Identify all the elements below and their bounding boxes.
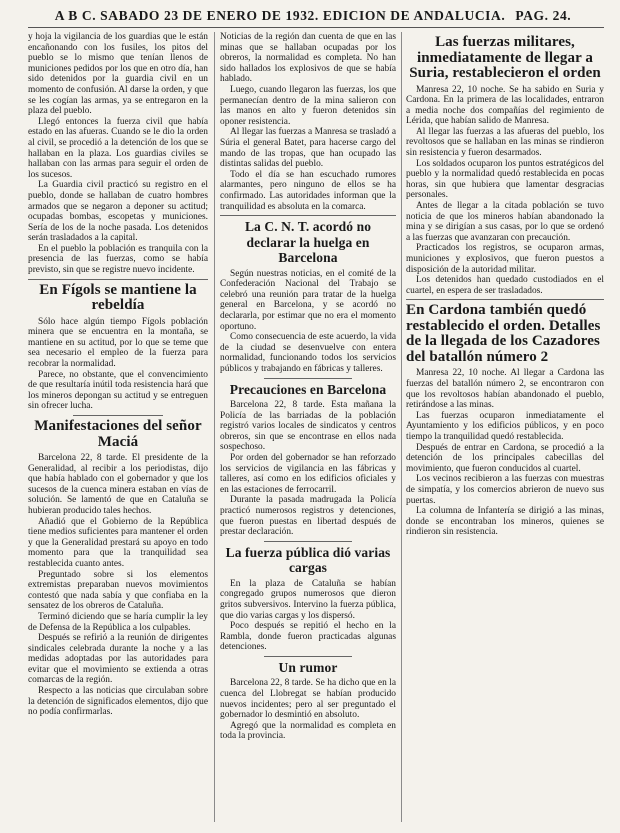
article-paragraph: Llegó entonces la fuerza civil que había estado en las afueras. Cuando se le dio la orden al civil, se procedió a la detención de los que se hallaban en la plaza. Los guardias civiles se hallaban con las armas para seguir el orden de los sucesos. (28, 116, 208, 180)
headline-figols: En Fígols se mantiene la rebeldía (39, 281, 197, 314)
article-paragraph: Los vecinos recibieron a las fuerzas con muestras de simpatía, y los comercios abrieron de nuevo sus puertas. (406, 474, 604, 506)
article-paragraph: Barcelona 22, 8 tarde. El presidente de la Generalidad, al recibir a los periodistas, dijo que había hablado con el gobernador y que los sucesos de la cuenca minera estaban en vías de solución. Se lamentó de que en Cataluña se hubieran producido tales hechos. (28, 453, 208, 516)
header-title: A B C. SABADO 23 DE ENERO DE 1932. EDICION DE ANDALUCIA. (54, 8, 506, 23)
article-paragraph: Barcelona 22, 8 tarde. Se ha dicho que en la cuenca del Llobregat se habían producido nuevos incidentes; pero al ser preguntado el gobernador lo desmintió en absoluto. (220, 678, 396, 721)
article-columns (28, 32, 604, 827)
column-divider (401, 32, 402, 822)
column-divider (214, 32, 215, 822)
section-rule (264, 656, 352, 657)
headline-fuerza: La fuerza pública dió varias cargas (225, 544, 391, 576)
section-rule (28, 279, 208, 280)
article-paragraph: Antes de llegar a la citada población se tuvo noticia de que los mineros habían abandonado la mina y se dirigían a sus casas, por lo que se ordenó a las fuerzas que avanzaran con precaución. (406, 201, 604, 243)
article-paragraph: Manresa 22, 10 noche. Se ha sabido en Suria y Cardona. En la primera de las localidades, entraron a media noche dos compañías del regimiento de Lérida, que habían salido de Manresa. (406, 84, 604, 127)
section-rule (264, 541, 352, 542)
article-paragraph: Los soldados ocuparon los puntos estratégicos del pueblo y la normalidad quedó restablecida en pocas horas, sin que hubiera que lamentar desgracias personales. (406, 158, 604, 201)
article-paragraph: Todo el día se han escuchado rumores alarmantes, pero ninguno de ellos se ha confirmado. Las autoridades informan que la tranquilidad es absoluta en la comarca. (220, 169, 396, 212)
article-paragraph: Según nuestras noticias, en el comité de la Confederación Nacional del Trabajo se celebró una reunión para tratar de la huelga general en Barcelona, y se acordó no declararla, por estimar que no era el momento oportuno. (220, 268, 396, 332)
article-paragraph: Terminó diciendo que se haría cumplir la ley de Defensa de la República a los culpables. (28, 611, 208, 633)
article-paragraph: Los detenidos han quedado custodiados en el cuartel, en espera de ser trasladados. (406, 275, 604, 296)
article-paragraph: Parece, no obstante, que el convencimiento de que resultaría inútil toda resistencia hará que los mineros depongan su actitud y se entreguen sin ofrecer lucha. (28, 369, 208, 412)
article-paragraph: Añadió que el Gobierno de la República tiene medios suficientes para mantener el orden y que la Generalidad prestará su apoyo en todo momento para que la tranquilidad sea restablecida cuanto antes. (28, 516, 208, 569)
article-paragraph: Agregó que la normalidad es completa en toda la provincia. (220, 720, 396, 742)
article-paragraph: Durante la pasada madrugada la Policía practicó numerosos registros y detenciones, que fueron puestas en libertad después de prestar declaración. (220, 495, 396, 538)
headline-cnt: La C. N. T. acordó no declarar la huelga en Barcelona (244, 219, 372, 266)
article-paragraph: En la plaza de Cataluña se habían congregado grupos numerosos que dieron gritos subversivos. Intervino la fuerza pública, que dio varias cargas y los dispersó. (220, 578, 396, 621)
column-3 (406, 32, 604, 827)
section-rule (406, 299, 604, 300)
article-paragraph: La columna de Infantería se dirigió a las minas, donde se encontraban los mineros, quienes se rindieron sin resistencia. (406, 506, 604, 538)
header-rule (28, 27, 604, 28)
article-paragraph: Noticias de la región dan cuenta de que en las minas que se hallaban ocupadas por los obreros, la normalidad es completa. No han sido hallados los explosivos de que se había hablado. (220, 32, 396, 85)
headline-rumor: Un rumor (278, 659, 338, 675)
section-rule (73, 415, 163, 416)
page-number: PAG. 24. (515, 8, 572, 23)
headline-suria: Las fuerzas militares, inmediatamente de llegar a Suria, restablecieron el orden (409, 34, 601, 81)
article-paragraph: Barcelona 22, 8 tarde. Esta mañana la Policía de las barriadas de la población registró varios locales de sindicatos y centros obreros, sin que se encontrase en ellos nada sospechoso. (220, 400, 396, 453)
article-paragraph: Por orden del gobernador se han reforzado los servicios de vigilancia en las fábricas y talleres, así como en los edificios oficiales y en las estaciones de ferrocarril. (220, 453, 396, 495)
section-rule (264, 378, 352, 379)
article-paragraph: Sólo hace algún tiempo Fígols población minera que se encuentra en la montaña, se mantiene en su actitud, por lo que se teme que sea necesario el empleo de la fuerza para recobrar la normalidad. (28, 316, 208, 370)
headline-cardona: En Cardona también quedó restablecido el orden. Detalles de la llegada de los Cazadores del batallón número 2 (406, 302, 601, 365)
article-paragraph: y hoja la vigilancia de los guardias que le están encañonando con los fusiles, los pitos del pueblo se lo mismo que tenían llenos de municiones pedidos por los que en otro día, han sido detenidos por la guardia civil en un momento de confusión. Al darse la orden, y que se les cogían las armas, ya se entregaron en la plaza del pueblo. (28, 32, 208, 117)
article-paragraph: En el pueblo la población es tranquila con la presencia de las fuerzas, como se había previsto, sin que se registre nuevo incidente. (28, 243, 208, 276)
article-paragraph: Después de entrar en Cardona, se procedió a la detención de los principales cabecillas del movimiento, que fueron conducidos al cuartel. (406, 442, 604, 474)
column-2 (220, 32, 396, 827)
page-header (20, 6, 606, 26)
section-rule (220, 215, 396, 216)
article-paragraph: Preguntado sobre si los elementos extremistas preparaban nuevos movimientos contestó que nada sabía y que confiaba en la sensatez de los obreros de Cataluña. (28, 569, 208, 612)
article-paragraph: Luego, cuando llegaron las fuerzas, los que permanecían dentro de la mina salieron con las manos en alto y fueron detenidos sin oponer resistencia. (220, 84, 396, 127)
article-paragraph: Al llegar las fuerzas a Manresa se trasladó a Súria el general Batet, para hacerse cargo del mando de las tropas, que han ocupado las distintas salidas del pueblo. (220, 127, 396, 170)
article-paragraph: Las fuerzas ocuparon inmediatamente el Ayuntamiento y los edificios públicos, y en poco tiempo la tranquilidad quedó restablecida. (406, 410, 604, 442)
article-paragraph: Manresa 22, 10 noche. Al llegar a Cardona las fuerzas del batallón número 2, se encontraron con que los revoltosos habían abandonado el pueblo, retirándose a las minas. (406, 368, 604, 411)
headline-macia: Manifestaciones del señor Maciá (34, 418, 202, 450)
article-paragraph: Después se refirió a la reunión de dirigentes sindicales celebrada durante la noche y a las medidas adoptadas por las autoridades para evitar que el movimiento se extienda a otras comarcas de la región. (28, 633, 208, 686)
headline-precauciones: Precauciones en Barcelona (229, 381, 387, 397)
article-paragraph: Respecto a las noticias que circulaban sobre la detención de significados elementos, dijo que no podía confirmarlas. (28, 686, 208, 718)
article-paragraph: Al llegar las fuerzas a las afueras del pueblo, los revoltosos que se hallaban en las minas se rindieron sin resistencia y fueron desarmados. (406, 126, 604, 159)
article-paragraph: Practicados los registros, se ocuparon armas, municiones y explosivos, que fueron puestos a disposición de la autoridad militar. (406, 243, 604, 275)
article-paragraph: Poco después se repitió el hecho en la Rambla, donde fueron practicadas algunas detenciones. (220, 621, 396, 653)
article-paragraph: La Guardia civil practicó su registro en el pueblo, donde se hallaban de cuatro hombres armados que se negaron a deponer su actitud; ocupadas bombas, escopetas y municiones. Sería de los de la noche pasada. Los detenidos serán trasladados a la capital. (28, 180, 208, 244)
article-paragraph: Como consecuencia de este acuerdo, la vida de la ciudad se desenvuelve con entera normalidad, funcionando todos los servicios públicos y trabajando en fábricas y talleres. (220, 332, 396, 374)
column-1 (28, 32, 208, 827)
